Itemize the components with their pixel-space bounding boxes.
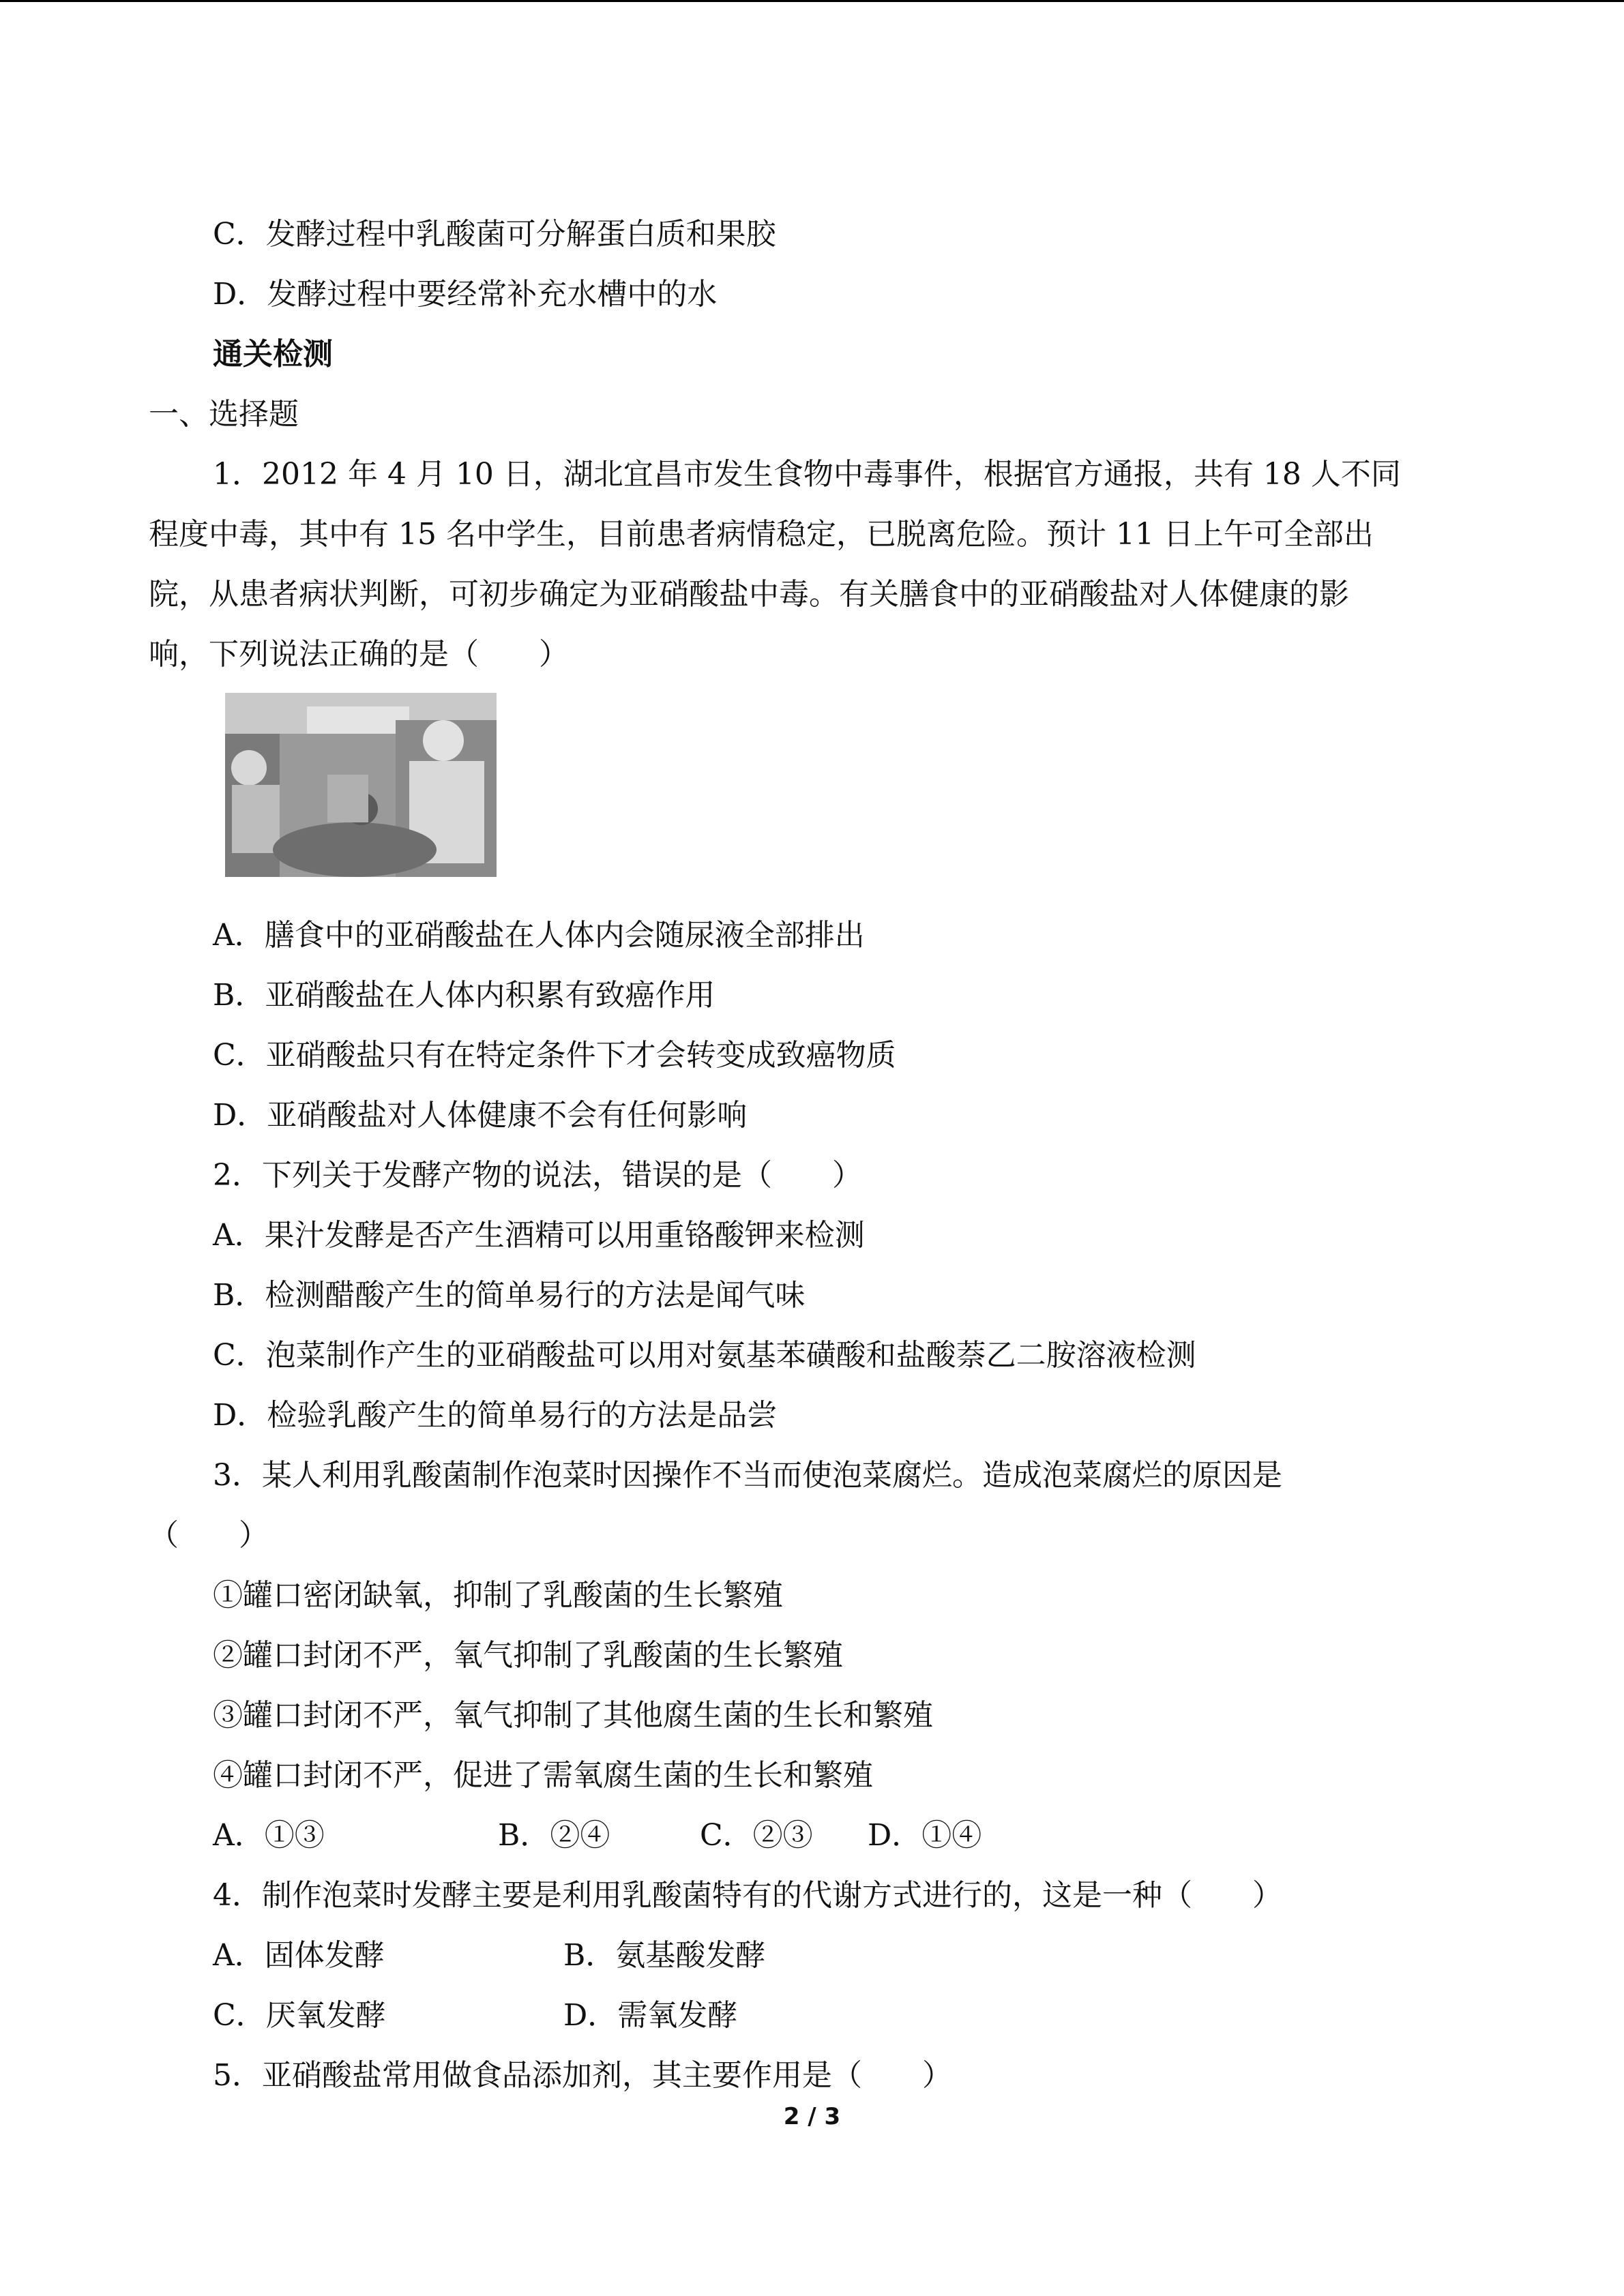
q5-stem: 5．亚硝酸盐常用做食品添加剂，其主要作用是（ ） bbox=[213, 2058, 952, 2093]
q2-option-d: D．检验乳酸产生的简单易行的方法是品尝 bbox=[213, 1398, 778, 1433]
q1-option-a: A．膳食中的亚硝酸盐在人体内会随尿液全部排出 bbox=[213, 918, 865, 953]
q1-stem-line-4: 响，下列说法正确的是（ ） bbox=[149, 637, 569, 672]
q1-option-d: D．亚硝酸盐对人体健康不会有任何影响 bbox=[213, 1098, 748, 1133]
q4-option-c: C．厌氧发酵 bbox=[213, 1998, 386, 2033]
q2-option-c: C．泡菜制作产生的亚硝酸盐可以用对氨基苯磺酸和盐酸萘乙二胺溶液检测 bbox=[213, 1338, 1196, 1373]
q3-statement-4: ④罐口封闭不严，促进了需氧腐生菌的生长和繁殖 bbox=[213, 1758, 873, 1793]
top-border bbox=[0, 0, 1624, 2]
q1-option-c: C．亚硝酸盐只有在特定条件下才会转变成致癌物质 bbox=[213, 1038, 896, 1073]
q4-stem: 4．制作泡菜时发酵主要是利用乳酸菌特有的代谢方式进行的，这是一种（ ） bbox=[213, 1878, 1282, 1913]
prev-option-c: C．发酵过程中乳酸菌可分解蛋白质和果胶 bbox=[213, 217, 776, 252]
q2-option-b: B．检测醋酸产生的简单易行的方法是闻气味 bbox=[213, 1278, 806, 1313]
q3-option-d: D．①④ bbox=[868, 1818, 982, 1853]
q1-stem-line-3: 院，从患者病状判断，可初步确定为亚硝酸盐中毒。有关膳食中的亚硝酸盐对人体健康的影 bbox=[149, 577, 1349, 612]
q4-option-d: D．需氧发酵 bbox=[563, 1998, 738, 2033]
q1-stem-line-1: 1．2012 年 4 月 10 日，湖北宜昌市发生食物中毒事件，根据官方通报，共有 18 人不同 bbox=[213, 457, 1401, 492]
q3-option-a: A．①③ bbox=[213, 1818, 325, 1853]
q1-stem-line-2: 程度中毒，其中有 15 名中学生，目前患者病情稳定，已脱离危险。预计 11 日上午可全部出 bbox=[149, 517, 1374, 552]
q3-stem-line-1: 3．某人利用乳酸菌制作泡菜时因操作不当而使泡菜腐烂。造成泡菜腐烂的原因是 bbox=[213, 1458, 1282, 1493]
prev-option-d: D．发酵过程中要经常补充水槽中的水 bbox=[213, 277, 718, 312]
q3-option-c: C．②③ bbox=[700, 1818, 813, 1853]
q2-option-a: A．果汁发酵是否产生酒精可以用重铬酸钾来检测 bbox=[213, 1218, 865, 1253]
section-title: 通关检测 bbox=[213, 337, 333, 372]
page-number: 2 / 3 bbox=[783, 2103, 841, 2130]
section-subtitle: 一、选择题 bbox=[149, 397, 299, 432]
q3-statement-2: ②罐口封闭不严，氧气抑制了乳酸菌的生长繁殖 bbox=[213, 1638, 843, 1673]
q4-option-b: B．氨基酸发酵 bbox=[563, 1938, 766, 1973]
q4-option-a: A．固体发酵 bbox=[213, 1938, 385, 1973]
hospital-photo bbox=[225, 693, 497, 877]
q3-statement-3: ③罐口封闭不严，氧气抑制了其他腐生菌的生长和繁殖 bbox=[213, 1698, 933, 1733]
q1-option-b: B．亚硝酸盐在人体内积累有致癌作用 bbox=[213, 978, 715, 1013]
q2-stem: 2．下列关于发酵产物的说法，错误的是（ ） bbox=[213, 1158, 862, 1193]
q3-statement-1: ①罐口密闭缺氧，抑制了乳酸菌的生长繁殖 bbox=[213, 1578, 783, 1613]
q3-stem-line-2: （ ） bbox=[149, 1518, 269, 1553]
q3-option-b: B．②④ bbox=[498, 1818, 610, 1853]
